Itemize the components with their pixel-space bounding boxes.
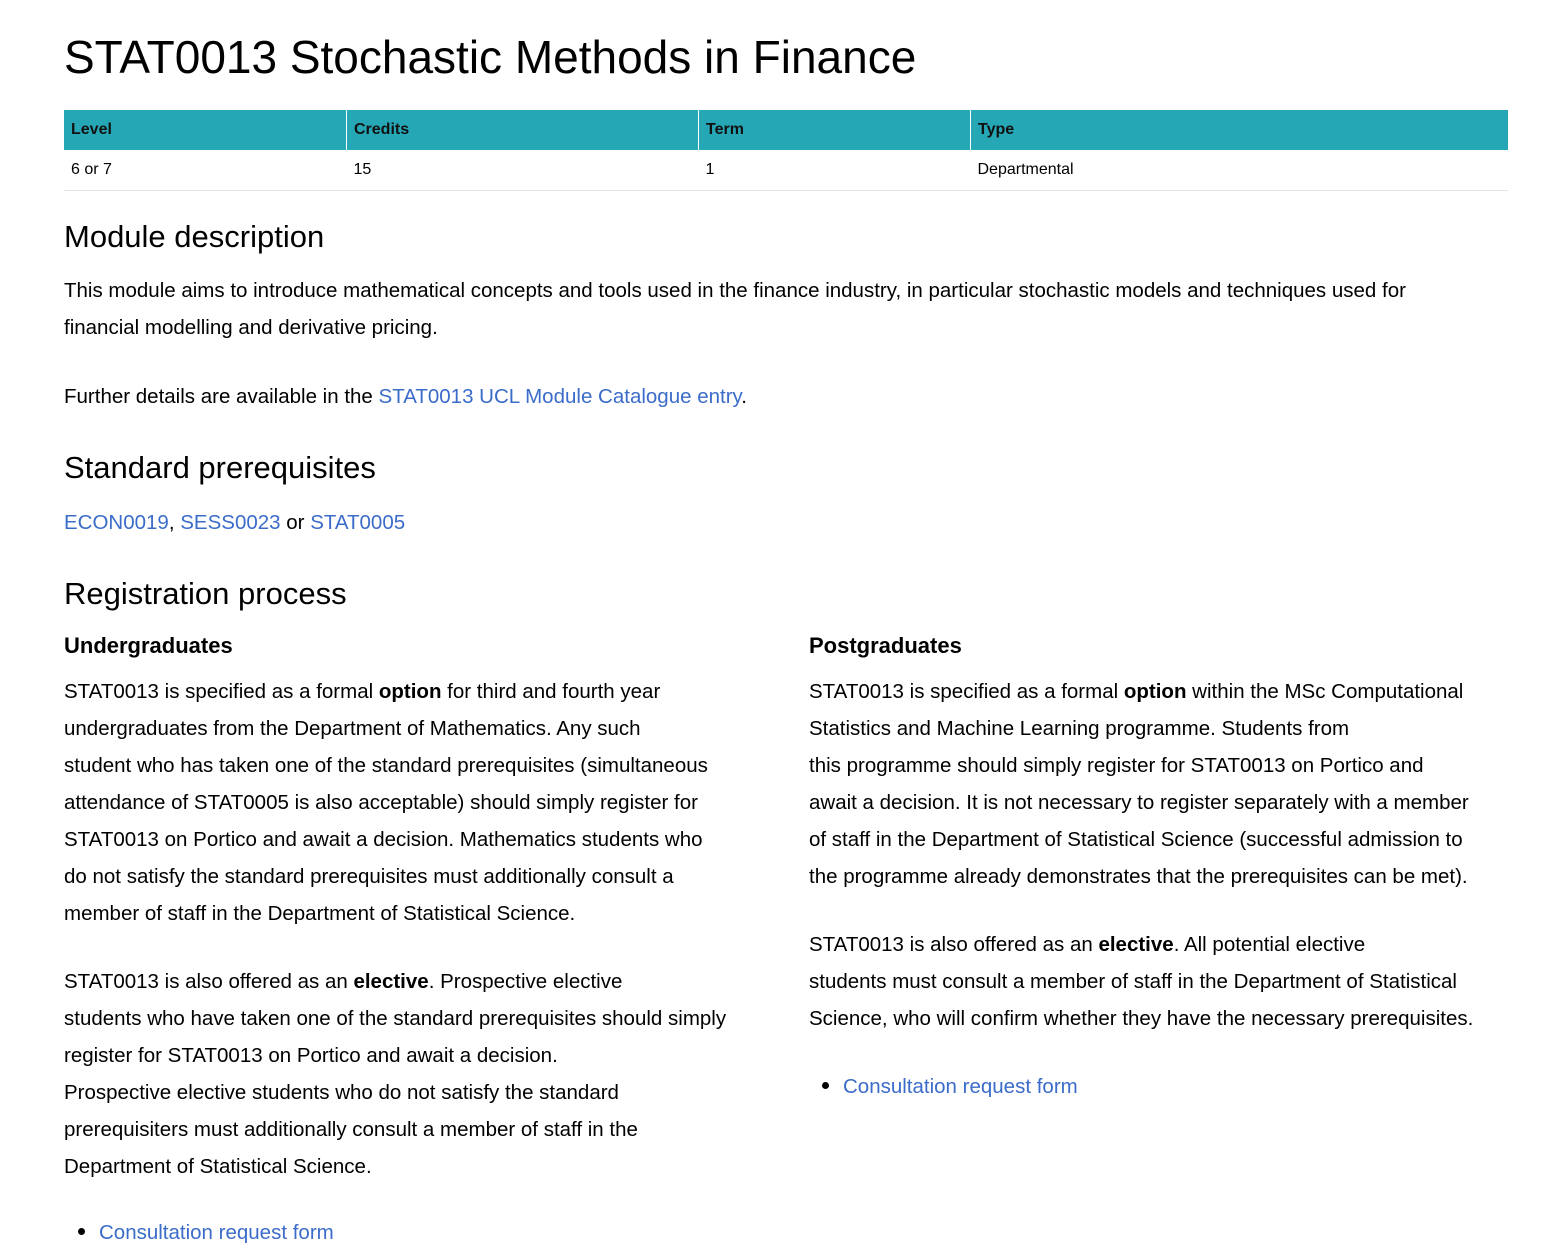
text-line: await a decision. It is not necessary to register separately with a member xyxy=(809,791,1469,814)
text-line: This module aims to introduce mathematical concepts and tools used in the finance industry, in particular stochastic models and techniques used for xyxy=(64,279,1406,302)
cell-term: 1 xyxy=(699,150,971,191)
text-line xyxy=(809,926,1473,963)
undergraduates-paragraph-1 xyxy=(64,673,708,932)
module-description-heading: Module description xyxy=(64,219,325,254)
bullet-icon xyxy=(78,1228,85,1235)
text: STAT0013 is also offered as an xyxy=(809,933,1099,956)
bold-option: option xyxy=(378,680,442,703)
bullet-icon xyxy=(822,1082,829,1089)
col-header-type: Type xyxy=(971,110,1509,150)
text-line: students who have taken one of the standard prerequisites should simply xyxy=(64,1007,727,1030)
text-line: Prospective elective students who do not satisfy the standard xyxy=(64,1081,619,1104)
text-line: this programme should simply register for STAT0013 on Portico and xyxy=(809,754,1424,777)
registration-heading: Registration process xyxy=(64,576,347,611)
undergraduates-heading: Undergraduates xyxy=(64,633,233,658)
text: STAT0013 is specified as a formal xyxy=(809,680,1124,703)
further-suffix: . xyxy=(741,385,747,408)
text-line: financial modelling and derivative pricing. xyxy=(64,316,438,339)
cell-credits: 15 xyxy=(347,150,699,191)
catalogue-link[interactable]: STAT0013 UCL Module Catalogue entry xyxy=(378,385,742,408)
text-line: Science, who will confirm whether they have the necessary prerequisites. xyxy=(809,1007,1474,1030)
separator: , xyxy=(168,511,181,534)
text-line: undergraduates from the Department of Mathematics. Any such xyxy=(64,717,641,740)
module-info-table xyxy=(64,110,1508,191)
cell-level: 6 or 7 xyxy=(64,150,347,191)
list-item xyxy=(78,1221,334,1245)
bold-elective: elective xyxy=(353,970,429,993)
text-line: student who has taken one of the standard prerequisites (simultaneous xyxy=(64,754,708,777)
col-header-credits: Credits xyxy=(347,110,699,150)
cell-type: Departmental xyxy=(971,150,1509,191)
text: STAT0013 is specified as a formal xyxy=(64,680,379,703)
table-row xyxy=(64,150,1508,191)
pg-consultation-form-link[interactable]: Consultation request form xyxy=(843,1075,1078,1098)
text-line: Department of Statistical Science. xyxy=(64,1155,372,1178)
text-line xyxy=(64,963,726,1000)
separator: or xyxy=(280,511,311,534)
list-item xyxy=(822,1075,1078,1099)
text: STAT0013 is also offered as an xyxy=(64,970,354,993)
text-line: students must consult a member of staff in the Department of Statistical xyxy=(809,970,1457,993)
prereq-link-econ0019[interactable]: ECON0019 xyxy=(64,511,169,534)
prerequisites-heading: Standard prerequisites xyxy=(64,450,376,485)
ug-consultation-form-link[interactable]: Consultation request form xyxy=(99,1221,334,1244)
text-line: member of staff in the Department of Statistical Science. xyxy=(64,902,576,925)
text-line: do not satisfy the standard prerequisites must additionally consult a xyxy=(64,865,674,888)
text-line: Statistics and Machine Learning programme. Students from xyxy=(809,717,1350,740)
text-line: register for STAT0013 on Portico and await a decision. xyxy=(64,1044,558,1067)
prereq-link-stat0005[interactable]: STAT0005 xyxy=(310,511,406,534)
text: within the MSc Computational xyxy=(1186,680,1464,703)
text: . All potential elective xyxy=(1173,933,1366,956)
further-prefix: Further details are available in the xyxy=(64,385,379,408)
module-description-text xyxy=(64,272,1406,346)
bold-elective: elective xyxy=(1098,933,1174,956)
postgraduates-heading: Postgraduates xyxy=(809,633,962,658)
postgraduates-paragraph-1 xyxy=(809,673,1469,895)
text-line: attendance of STAT0005 is also acceptable) should simply register for xyxy=(64,791,698,814)
prerequisites-list xyxy=(64,504,405,541)
prereq-link-sess0023[interactable]: SESS0023 xyxy=(180,511,281,534)
postgraduates-paragraph-2 xyxy=(809,926,1473,1037)
col-header-level: Level xyxy=(64,110,347,150)
undergraduates-paragraph-2 xyxy=(64,963,726,1185)
text-line: prerequisiters must additionally consult a member of staff in the xyxy=(64,1118,638,1141)
text-line: of staff in the Department of Statistical Science (successful admission to xyxy=(809,828,1463,851)
text-line xyxy=(64,673,708,710)
further-details xyxy=(64,378,747,415)
col-header-term: Term xyxy=(699,110,971,150)
text-line: STAT0013 on Portico and await a decision. Mathematics students who xyxy=(64,828,703,851)
text: for third and fourth year xyxy=(441,680,661,703)
text: . Prospective elective xyxy=(428,970,623,993)
bold-option: option xyxy=(1123,680,1187,703)
page-title: STAT0013 Stochastic Methods in Finance xyxy=(64,31,917,83)
text-line xyxy=(809,673,1469,710)
text-line: the programme already demonstrates that the prerequisites can be met). xyxy=(809,865,1468,888)
